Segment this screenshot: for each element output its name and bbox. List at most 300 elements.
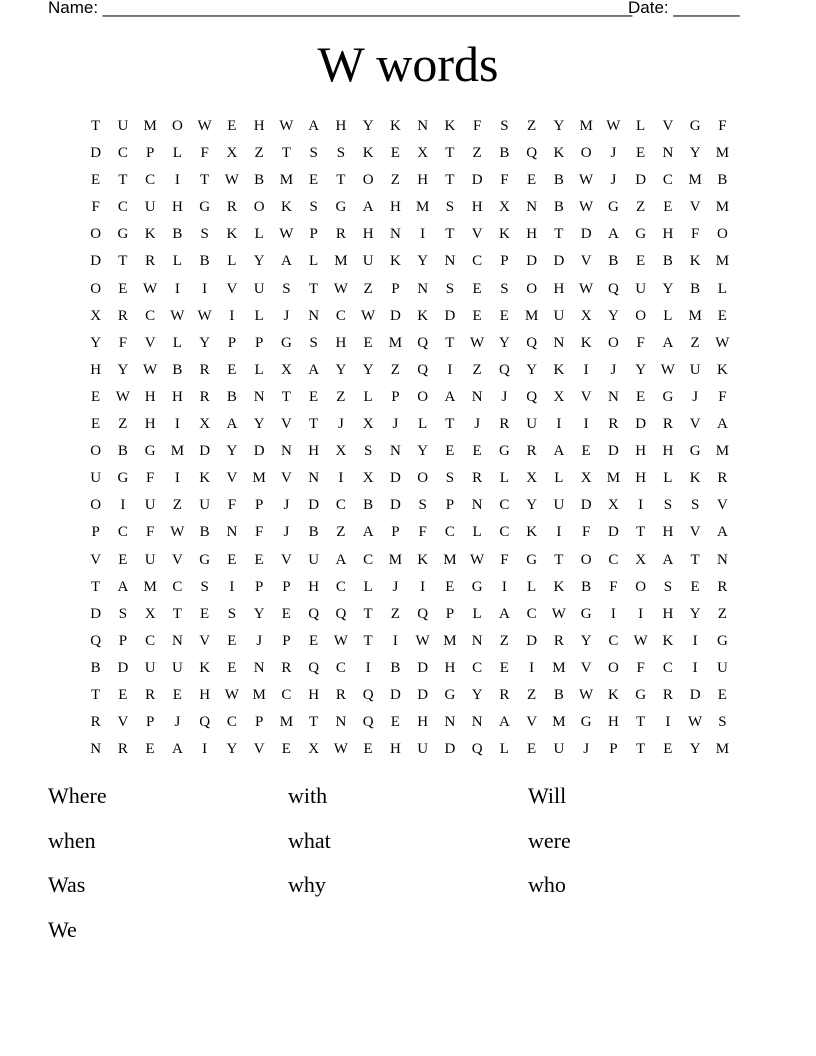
grid-cell[interactable]: E xyxy=(118,280,128,297)
grid-cell[interactable]: D xyxy=(526,253,538,270)
grid-cell[interactable]: Y xyxy=(226,443,238,460)
grid-cell[interactable]: U xyxy=(253,280,265,297)
grid-cell[interactable]: U xyxy=(144,551,156,568)
grid-cell[interactable]: M xyxy=(715,253,730,270)
grid-cell[interactable]: B xyxy=(199,524,210,541)
grid-cell[interactable]: D xyxy=(389,307,401,324)
grid-cell[interactable]: S xyxy=(418,497,427,514)
grid-cell[interactable]: R xyxy=(662,416,673,433)
grid-cell[interactable]: R xyxy=(145,253,156,270)
grid-cell[interactable]: C xyxy=(444,524,455,541)
grid-cell[interactable]: G xyxy=(580,714,592,731)
grid-cell[interactable]: C xyxy=(226,714,237,731)
grid-cell[interactable]: J xyxy=(692,388,699,405)
grid-cell[interactable]: S xyxy=(363,443,373,460)
grid-cell[interactable]: S xyxy=(445,470,455,487)
grid-cell[interactable]: E xyxy=(254,551,264,568)
grid-cell[interactable]: L xyxy=(227,253,237,270)
grid-cell[interactable]: E xyxy=(445,578,455,595)
grid-cell[interactable]: M xyxy=(552,714,566,731)
grid-cell[interactable]: I xyxy=(692,632,698,649)
grid-cell[interactable]: V xyxy=(689,524,701,541)
grid-cell[interactable]: K xyxy=(607,686,619,703)
grid-cell[interactable]: L xyxy=(499,470,509,487)
grid-cell[interactable]: Q xyxy=(199,714,211,731)
grid-cell[interactable]: B xyxy=(608,253,619,270)
grid-cell[interactable]: K xyxy=(553,361,565,378)
grid-cell[interactable]: G xyxy=(607,199,619,216)
grid-cell[interactable]: C xyxy=(117,524,128,541)
grid-cell[interactable]: N xyxy=(662,145,674,162)
grid-cell[interactable]: N xyxy=(280,443,292,460)
grid-cell[interactable]: X xyxy=(362,470,374,487)
grid-cell[interactable]: J xyxy=(474,416,481,433)
grid-cell[interactable]: O xyxy=(607,334,619,351)
grid-cell[interactable]: T xyxy=(445,226,455,243)
grid-cell[interactable]: Y xyxy=(362,118,374,134)
grid-cell[interactable]: E xyxy=(581,443,591,460)
grid-cell[interactable]: O xyxy=(253,199,265,216)
grid-cell[interactable]: I xyxy=(692,659,698,676)
grid-cell[interactable]: L xyxy=(663,470,673,487)
grid-cell[interactable]: S xyxy=(309,199,318,216)
grid-cell[interactable]: D xyxy=(444,741,456,758)
grid-cell[interactable]: H xyxy=(308,443,320,460)
grid-cell[interactable]: I xyxy=(202,280,208,297)
grid-cell[interactable]: T xyxy=(363,605,373,622)
grid-cell[interactable]: I xyxy=(365,659,371,676)
grid-cell[interactable]: Q xyxy=(417,361,429,378)
grid-cell[interactable]: H xyxy=(389,199,401,216)
grid-cell[interactable]: U xyxy=(553,741,565,758)
grid-cell[interactable]: R xyxy=(335,686,346,703)
grid-cell[interactable]: E xyxy=(636,388,646,405)
grid-cell[interactable]: G xyxy=(199,551,211,568)
grid-cell[interactable]: A xyxy=(498,605,510,622)
grid-cell[interactable]: E xyxy=(663,199,673,216)
grid-cell[interactable]: P xyxy=(118,632,128,649)
grid-cell[interactable]: I xyxy=(420,578,426,595)
grid-cell[interactable]: D xyxy=(417,659,429,676)
grid-cell[interactable]: U xyxy=(144,199,156,216)
grid-cell[interactable]: O xyxy=(607,659,619,676)
grid-cell[interactable]: E xyxy=(91,416,101,433)
grid-cell[interactable]: M xyxy=(688,307,702,324)
grid-cell[interactable]: W xyxy=(660,361,675,378)
grid-cell[interactable]: P xyxy=(254,334,264,351)
grid-cell[interactable]: T xyxy=(309,280,319,297)
grid-cell[interactable]: Y xyxy=(607,307,619,324)
grid-cell[interactable]: W xyxy=(470,334,485,351)
grid-cell[interactable]: P xyxy=(391,388,400,405)
grid-cell[interactable]: E xyxy=(309,388,319,405)
grid-cell[interactable]: E xyxy=(118,551,128,568)
grid-cell[interactable]: B xyxy=(581,578,592,595)
grid-cell[interactable]: G xyxy=(471,578,483,595)
grid-cell[interactable]: Y xyxy=(199,334,211,351)
grid-cell[interactable]: I xyxy=(583,416,589,433)
grid-cell[interactable]: S xyxy=(200,226,209,243)
grid-cell[interactable]: E xyxy=(527,741,537,758)
grid-cell[interactable]: V xyxy=(117,714,129,731)
grid-cell[interactable]: X xyxy=(607,497,619,514)
grid-cell[interactable]: U xyxy=(144,659,156,676)
grid-cell[interactable]: K xyxy=(662,632,674,649)
grid-cell[interactable]: C xyxy=(117,145,128,162)
grid-cell[interactable]: K xyxy=(689,470,701,487)
grid-cell[interactable]: D xyxy=(389,686,401,703)
grid-cell[interactable]: P xyxy=(227,334,237,351)
grid-cell[interactable]: W xyxy=(333,741,348,758)
grid-cell[interactable]: I xyxy=(556,524,562,541)
grid-cell[interactable]: B xyxy=(172,361,183,378)
grid-cell[interactable]: L xyxy=(363,388,373,405)
grid-cell[interactable]: T xyxy=(636,741,646,758)
grid-cell[interactable]: M xyxy=(688,172,702,189)
grid-cell[interactable]: T xyxy=(91,686,101,703)
grid-cell[interactable]: Y xyxy=(526,497,538,514)
grid-cell[interactable]: E xyxy=(445,443,455,460)
grid-cell[interactable]: M xyxy=(388,551,403,568)
grid-cell[interactable]: L xyxy=(717,280,727,297)
grid-cell[interactable]: B xyxy=(553,199,564,216)
grid-cell[interactable]: E xyxy=(390,714,400,731)
grid-cell[interactable]: C xyxy=(363,551,374,568)
grid-cell[interactable]: B xyxy=(254,172,265,189)
grid-cell[interactable]: X xyxy=(580,470,592,487)
grid-cell[interactable]: S xyxy=(200,578,209,595)
grid-cell[interactable]: X xyxy=(635,551,647,568)
grid-cell[interactable]: F xyxy=(500,551,509,568)
grid-cell[interactable]: L xyxy=(254,307,264,324)
grid-cell[interactable]: I xyxy=(174,470,180,487)
grid-cell[interactable]: J xyxy=(174,714,181,731)
grid-cell[interactable]: I xyxy=(202,741,208,758)
grid-cell[interactable]: C xyxy=(145,172,156,189)
grid-cell[interactable]: A xyxy=(716,524,728,541)
grid-cell[interactable]: M xyxy=(415,199,430,216)
grid-cell[interactable]: L xyxy=(472,605,482,622)
grid-cell[interactable]: P xyxy=(254,497,264,514)
grid-cell[interactable]: A xyxy=(498,714,510,731)
grid-cell[interactable]: J xyxy=(283,497,290,514)
grid-cell[interactable]: R xyxy=(145,686,156,703)
grid-cell[interactable]: F xyxy=(581,524,591,541)
grid-cell[interactable]: V xyxy=(716,497,728,514)
grid-cell[interactable]: K xyxy=(526,524,538,541)
grid-cell[interactable]: T xyxy=(445,145,455,162)
grid-cell[interactable]: F xyxy=(145,470,155,487)
grid-cell[interactable]: F xyxy=(254,524,264,541)
grid-cell[interactable]: Z xyxy=(363,280,373,297)
grid-cell[interactable]: E xyxy=(91,172,101,189)
grid-cell[interactable]: E xyxy=(118,686,128,703)
grid-cell[interactable]: A xyxy=(362,524,374,541)
grid-cell[interactable]: K xyxy=(716,361,728,378)
grid-cell[interactable]: H xyxy=(635,443,647,460)
grid-cell[interactable]: K xyxy=(444,118,456,134)
grid-cell[interactable]: P xyxy=(391,524,400,541)
grid-cell[interactable]: X xyxy=(498,199,510,216)
grid-cell[interactable]: O xyxy=(417,388,429,405)
grid-cell[interactable]: M xyxy=(606,470,621,487)
grid-cell[interactable]: V xyxy=(280,551,292,568)
grid-cell[interactable]: D xyxy=(689,686,701,703)
grid-cell[interactable]: E xyxy=(281,741,291,758)
grid-cell[interactable]: N xyxy=(171,632,183,649)
grid-cell[interactable]: V xyxy=(526,714,538,731)
grid-cell[interactable]: Z xyxy=(690,334,700,351)
grid-cell[interactable]: D xyxy=(635,172,647,189)
grid-cell[interactable]: I xyxy=(529,659,535,676)
grid-cell[interactable]: J xyxy=(501,388,508,405)
grid-cell[interactable]: S xyxy=(282,280,291,297)
grid-cell[interactable]: C xyxy=(335,659,346,676)
grid-cell[interactable]: F xyxy=(636,659,645,676)
grid-cell[interactable]: W xyxy=(115,388,130,405)
grid-cell[interactable]: J xyxy=(583,741,590,758)
grid-cell[interactable]: G xyxy=(526,551,538,568)
grid-cell[interactable]: N xyxy=(471,388,483,405)
grid-cell[interactable]: D xyxy=(253,443,265,460)
grid-cell[interactable]: K xyxy=(226,226,238,243)
grid-cell[interactable]: C xyxy=(281,686,292,703)
grid-cell[interactable]: T xyxy=(281,388,291,405)
grid-cell[interactable]: N xyxy=(444,714,456,731)
grid-cell[interactable]: L xyxy=(663,307,673,324)
grid-cell[interactable]: E xyxy=(472,307,482,324)
grid-cell[interactable]: F xyxy=(227,497,237,514)
grid-cell[interactable]: W xyxy=(415,632,430,649)
grid-cell[interactable]: L xyxy=(527,578,537,595)
grid-cell[interactable]: W xyxy=(279,226,294,243)
grid-cell[interactable]: W xyxy=(224,686,239,703)
grid-cell[interactable]: E xyxy=(227,659,237,676)
grid-cell[interactable]: K xyxy=(280,199,292,216)
grid-cell[interactable]: M xyxy=(715,145,730,162)
grid-cell[interactable]: E xyxy=(145,741,155,758)
grid-cell[interactable]: V xyxy=(144,334,156,351)
grid-cell[interactable]: G xyxy=(716,632,728,649)
grid-cell[interactable]: Y xyxy=(498,334,510,351)
grid-cell[interactable]: F xyxy=(500,172,509,189)
grid-cell[interactable]: E xyxy=(200,605,210,622)
grid-cell[interactable]: K xyxy=(498,226,510,243)
grid-cell[interactable]: M xyxy=(443,632,457,649)
grid-cell[interactable]: R xyxy=(472,470,483,487)
grid-cell[interactable]: T xyxy=(690,551,700,568)
grid-cell[interactable]: L xyxy=(363,578,373,595)
grid-cell[interactable]: I xyxy=(447,361,453,378)
grid-cell[interactable]: B xyxy=(363,497,374,514)
grid-cell[interactable]: U xyxy=(171,659,183,676)
grid-cell[interactable]: X xyxy=(90,307,102,324)
grid-cell[interactable]: K xyxy=(389,253,401,270)
grid-cell[interactable]: I xyxy=(392,632,398,649)
grid-cell[interactable]: I xyxy=(229,578,235,595)
grid-cell[interactable]: E xyxy=(717,686,727,703)
grid-cell[interactable]: P xyxy=(254,578,264,595)
grid-cell[interactable]: Z xyxy=(527,686,537,703)
grid-cell[interactable]: H xyxy=(553,280,565,297)
grid-cell[interactable]: N xyxy=(444,253,456,270)
grid-cell[interactable]: W xyxy=(579,172,594,189)
grid-cell[interactable]: T xyxy=(172,605,182,622)
grid-cell[interactable]: S xyxy=(663,578,673,595)
grid-cell[interactable]: I xyxy=(665,714,671,731)
grid-cell[interactable]: Y xyxy=(553,118,565,134)
grid-cell[interactable]: V xyxy=(90,551,102,568)
grid-cell[interactable]: F xyxy=(690,226,700,243)
grid-cell[interactable]: H xyxy=(662,524,674,541)
grid-cell[interactable]: Y xyxy=(117,361,129,378)
grid-cell[interactable]: B xyxy=(717,172,728,189)
grid-cell[interactable]: F xyxy=(718,118,727,134)
grid-cell[interactable]: C xyxy=(499,497,510,514)
grid-cell[interactable]: A xyxy=(362,199,374,216)
grid-cell[interactable]: P xyxy=(145,714,155,731)
grid-cell[interactable]: O xyxy=(635,307,647,324)
grid-cell[interactable]: G xyxy=(444,686,456,703)
grid-cell[interactable]: V xyxy=(280,470,292,487)
grid-cell[interactable]: A xyxy=(280,253,292,270)
grid-cell[interactable]: H xyxy=(171,199,183,216)
grid-cell[interactable]: T xyxy=(91,578,101,595)
grid-cell[interactable]: C xyxy=(472,659,483,676)
grid-cell[interactable]: R xyxy=(717,470,728,487)
grid-cell[interactable]: T xyxy=(200,172,210,189)
grid-cell[interactable]: M xyxy=(170,443,185,460)
grid-cell[interactable]: Z xyxy=(472,361,482,378)
grid-cell[interactable]: U xyxy=(117,118,129,134)
grid-cell[interactable]: W xyxy=(579,199,594,216)
grid-cell[interactable]: N xyxy=(417,118,429,134)
grid-cell[interactable]: F xyxy=(718,388,727,405)
grid-cell[interactable]: U xyxy=(362,253,374,270)
grid-cell[interactable]: J xyxy=(610,172,617,189)
grid-cell[interactable]: U xyxy=(417,741,429,758)
grid-cell[interactable]: Z xyxy=(390,361,400,378)
grid-cell[interactable]: S xyxy=(118,605,128,622)
grid-cell[interactable]: N xyxy=(417,280,429,297)
grid-cell[interactable]: D xyxy=(607,524,619,541)
grid-cell[interactable]: B xyxy=(172,226,183,243)
grid-cell[interactable]: R xyxy=(662,686,673,703)
grid-cell[interactable]: N xyxy=(253,388,265,405)
grid-cell[interactable]: X xyxy=(199,416,211,433)
grid-cell[interactable]: K xyxy=(417,307,429,324)
grid-cell[interactable]: E xyxy=(309,172,319,189)
grid-cell[interactable]: D xyxy=(308,497,320,514)
grid-cell[interactable]: H xyxy=(362,226,374,243)
grid-cell[interactable]: S xyxy=(663,497,673,514)
grid-cell[interactable]: Q xyxy=(471,741,483,758)
grid-cell[interactable]: R xyxy=(608,416,619,433)
grid-cell[interactable]: Y xyxy=(689,145,701,162)
grid-cell[interactable]: T xyxy=(336,172,346,189)
grid-cell[interactable]: N xyxy=(308,470,320,487)
grid-cell[interactable]: Q xyxy=(90,632,102,649)
grid-cell[interactable]: P xyxy=(445,605,455,622)
grid-cell[interactable]: M xyxy=(715,443,730,460)
grid-cell[interactable]: T xyxy=(636,714,646,731)
grid-cell[interactable]: M xyxy=(334,253,348,270)
grid-cell[interactable]: T xyxy=(281,145,291,162)
grid-cell[interactable]: E xyxy=(227,361,237,378)
grid-cell[interactable]: R xyxy=(117,741,128,758)
grid-cell[interactable]: E xyxy=(172,686,182,703)
grid-cell[interactable]: T xyxy=(445,416,455,433)
grid-cell[interactable]: D xyxy=(389,470,401,487)
grid-cell[interactable]: I xyxy=(229,307,235,324)
grid-cell[interactable]: M xyxy=(579,118,593,134)
grid-cell[interactable]: D xyxy=(471,172,483,189)
grid-cell[interactable]: H xyxy=(308,578,320,595)
grid-cell[interactable]: U xyxy=(553,307,565,324)
grid-cell[interactable]: X xyxy=(553,388,565,405)
grid-cell[interactable]: W xyxy=(579,686,594,703)
grid-cell[interactable]: M xyxy=(279,714,294,731)
grid-cell[interactable]: R xyxy=(199,388,210,405)
grid-cell[interactable]: E xyxy=(281,605,291,622)
grid-cell[interactable]: F xyxy=(636,334,645,351)
grid-cell[interactable]: O xyxy=(362,172,374,189)
grid-cell[interactable]: H xyxy=(417,714,429,731)
grid-cell[interactable]: X xyxy=(335,443,347,460)
grid-cell[interactable]: Y xyxy=(253,253,265,270)
grid-cell[interactable]: B xyxy=(553,686,564,703)
grid-cell[interactable]: H xyxy=(662,443,674,460)
grid-cell[interactable]: D xyxy=(199,443,211,460)
grid-cell[interactable]: E xyxy=(363,334,373,351)
grid-cell[interactable]: V xyxy=(171,551,183,568)
grid-cell[interactable]: C xyxy=(499,524,510,541)
grid-cell[interactable]: A xyxy=(308,118,320,134)
grid-cell[interactable]: K xyxy=(417,551,429,568)
grid-cell[interactable]: O xyxy=(171,118,183,134)
grid-cell[interactable]: L xyxy=(499,741,509,758)
grid-cell[interactable]: W xyxy=(688,714,703,731)
grid-cell[interactable]: J xyxy=(283,524,290,541)
grid-cell[interactable]: Y xyxy=(226,741,238,758)
grid-cell[interactable]: I xyxy=(338,470,344,487)
grid-cell[interactable]: H xyxy=(171,388,183,405)
grid-cell[interactable]: H xyxy=(144,388,156,405)
grid-cell[interactable]: G xyxy=(117,470,129,487)
grid-cell[interactable]: Y xyxy=(689,605,701,622)
grid-cell[interactable]: Z xyxy=(636,199,646,216)
grid-cell[interactable]: V xyxy=(253,741,265,758)
grid-cell[interactable]: H xyxy=(199,686,211,703)
grid-cell[interactable]: D xyxy=(553,253,565,270)
grid-cell[interactable]: A xyxy=(607,226,619,243)
grid-cell[interactable]: X xyxy=(144,605,156,622)
grid-cell[interactable]: I xyxy=(556,416,562,433)
grid-cell[interactable]: W xyxy=(197,118,212,134)
grid-cell[interactable]: W xyxy=(715,334,730,351)
grid-cell[interactable]: V xyxy=(580,388,592,405)
grid-cell[interactable]: V xyxy=(471,226,483,243)
grid-cell[interactable]: I xyxy=(638,605,644,622)
grid-cell[interactable]: D xyxy=(635,416,647,433)
grid-cell[interactable]: E xyxy=(472,443,482,460)
grid-cell[interactable]: E xyxy=(227,551,237,568)
grid-cell[interactable]: V xyxy=(580,253,592,270)
grid-cell[interactable]: T xyxy=(118,253,128,270)
grid-cell[interactable]: M xyxy=(552,659,566,676)
grid-cell[interactable]: W xyxy=(143,280,158,297)
grid-cell[interactable]: C xyxy=(145,632,156,649)
